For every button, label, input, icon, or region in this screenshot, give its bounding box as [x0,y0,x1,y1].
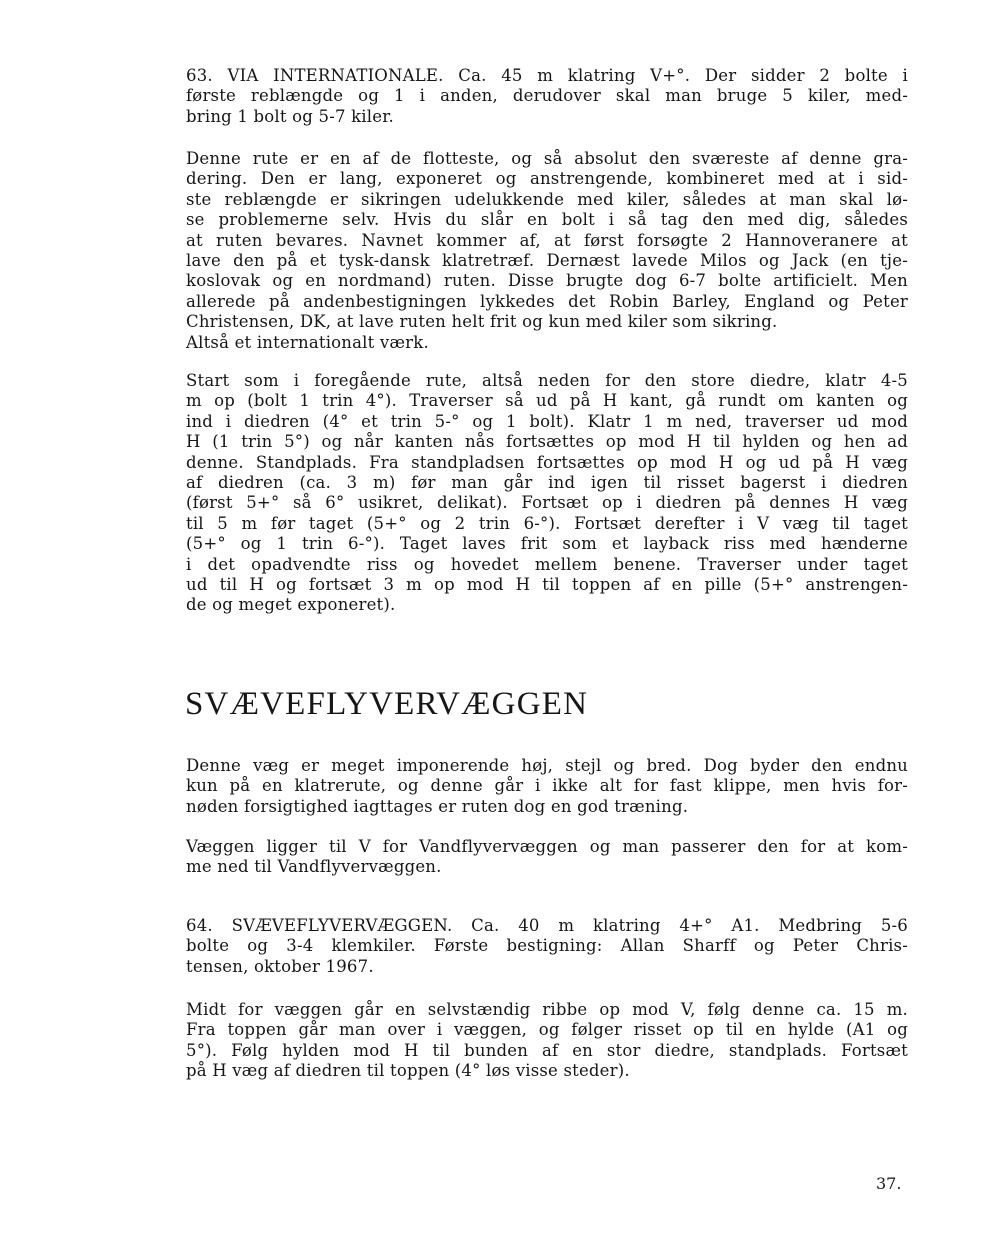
text-line: koslovak og en nordmand) ruten. Disse brugte dog 6-7 bolte artificielt. Men [186,271,908,291]
text-line: Start som i foregående rute, altså neden for den store diedre, klatr 4-5 [186,371,908,390]
text-line: første reblængde og 1 i anden, derudover skal man bruge 5 kiler, med- [186,86,908,106]
route-63-description [186,149,908,353]
text-line: Denne væg er meget imponerende høj, stejl og bred. Dog byder den endnu [186,756,908,775]
text-line: bolte og 3-4 klemkiler. Første bestigning: Allan Sharff og Peter Chris- [186,936,908,956]
text-line: bring 1 bolt og 5-7 kiler. [186,106,394,126]
text-line: Denne rute er en af de flotteste, og så absolut den sværeste af denne gra- [186,149,908,168]
text-line: (først 5+° så 6° usikret, delikat). Fortsæt op i diedren på dennes H væg [186,493,908,513]
text-line: i det opadvendte riss og hovedet mellem benene. Traverser under taget [186,554,908,574]
wall-introduction [186,756,908,817]
text-line: Christensen, DK, at lave ruten helt frit og kun med kiler som sikring. [186,312,778,332]
text-line: (5+° og 1 trin 6-°). Taget laves frit som et layback riss med hænderne [186,534,908,554]
text-line: de og meget exponeret). [186,595,396,615]
text-line: 5°). Følg hylden mod H til bunden af en stor diedre, standplads. Fortsæt [186,1040,908,1060]
text-line: af diedren (ca. 3 m) før man går ind igen til risset bagerst i diedren [186,473,908,493]
section-heading: SVÆVEFLYVERVÆGGEN [185,686,589,722]
route-63-climb-description [186,371,908,616]
route-64-header [186,916,908,977]
wall-location [186,837,908,878]
text-line: ste reblængde er sikringen udelukkende med kiler, således at man skal lø- [186,189,908,209]
text-line: kun på en klatrerute, og denne går i ikke alt for fast klippe, men hvis for- [186,776,908,796]
text-line: at ruten bevares. Navnet kommer af, at først forsøgte 2 Hannoveranere at [186,230,908,250]
text-line: H (1 trin 5°) og når kanten nås fortsættes op mod H til hylden og hen ad [186,432,908,452]
text-line: Midt for væggen går en selvstændig ribbe op mod V, følg denne ca. 15 m. [186,1000,908,1019]
text-line: nøden forsigtighed iagttages er ruten dog en god træning. [186,796,689,816]
text-line: lave den på et tysk-dansk klatretræf. Dernæst lavede Milos og Jack (en tje- [186,251,908,271]
text-line: Altså et internationalt værk. [186,332,429,352]
route-63-header [186,66,908,127]
text-line: me ned til Vandflyvervæggen. [186,857,442,877]
text-line: m op (bolt 1 trin 4°). Traverser så ud på H kant, gå rundt om kanten og [186,391,908,411]
text-line: denne. Standplads. Fra standpladsen fortsættes op mod H og ud på H væg [186,452,908,472]
text-line: Fra toppen går man over i væggen, og følger risset op til en hylde (A1 og [186,1020,908,1040]
route-64-description [186,1000,908,1082]
text-line: ud til H og fortsæt 3 m op mod H til toppen af en pille (5+° anstrengen- [186,575,908,595]
text-line: dering. Den er lang, exponeret og anstrengende, kombineret med at i sid- [186,169,908,189]
text-line: allerede på andenbestigningen lykkedes det Robin Barley, England og Peter [186,291,908,311]
page-number: 37. [876,1174,902,1193]
text-line: 64. SVÆVEFLYVERVÆGGEN. Ca. 40 m klatring 4+° A1. Medbring 5-6 [186,916,908,935]
text-line: 63. VIA INTERNATIONALE. Ca. 45 m klatring V+°. Der sidder 2 bolte i [186,66,908,85]
text-line: på H væg af diedren til toppen (4° løs visse steder). [186,1061,630,1081]
text-line: Væggen ligger til V for Vandflyvervæggen og man passerer den for at kom- [186,837,908,856]
text-line: tensen, oktober 1967. [186,956,374,976]
text-line: til 5 m før taget (5+° og 2 trin 6-°). Fortsæt derefter i V væg til taget [186,513,908,533]
text-line: se problemerne selv. Hvis du slår en bolt i så tag den med dig, således [186,210,908,230]
text-line: ind i diedren (4° et trin 5-° og 1 bolt). Klatr 1 m ned, traverser ud mod [186,411,908,431]
